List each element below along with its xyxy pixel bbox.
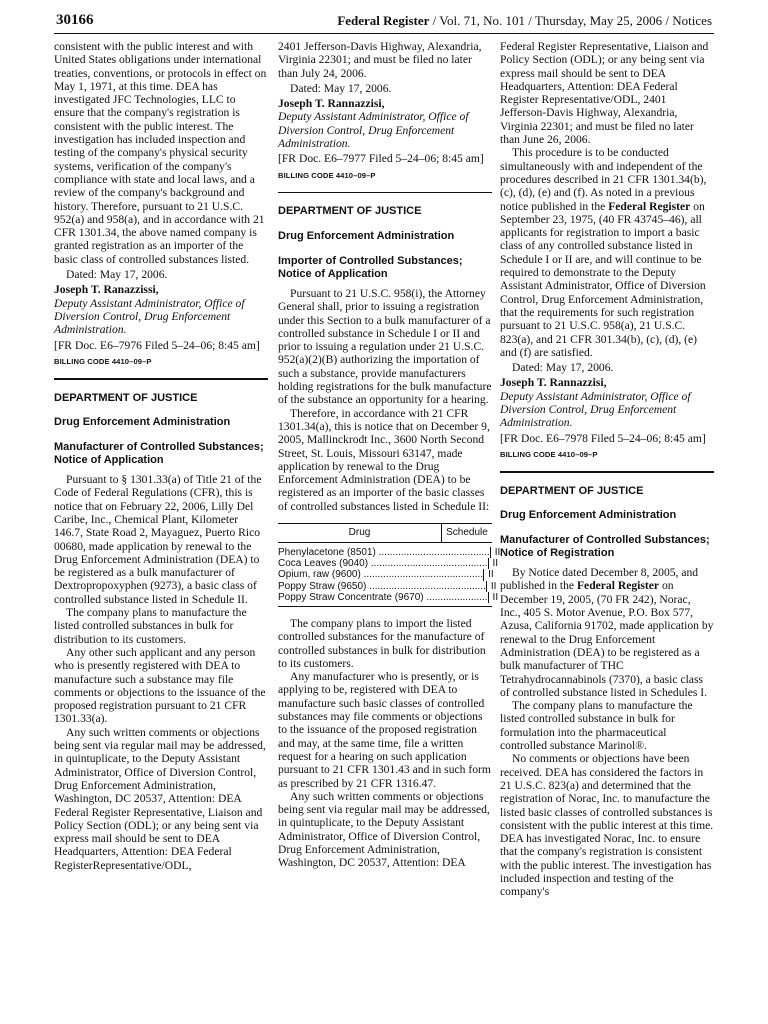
body-paragraph: Any manufacturer who is presently, or is applying to be, registered with DEA to manufacture such basic classes of controlled substances may file comments or objections to the issuance of the proposed registration and may, at the same time, file a written request for a hearing on such application pursuant to 21 CFR 1301.43 and in such form as prescribed by 21 CFR 1316.47. bbox=[278, 670, 491, 790]
fr-doc-line: [FR Doc. E6–7976 Filed 5–24–06; 8:45 am] bbox=[54, 338, 260, 352]
body-paragraph: Any such written comments or objections being sent via regular mail may be addressed, in quintuplicate, to the Deputy Assistant Administrator, Office of Diversion Control, Drug Enforcement Administration, Washington, DC 20537, Attention: DEA Federal Register Representative, Liaison and Policy Section (ODL); or any being sent via express mail should be sent to DEA Headquarters, Attention: DEA Federal RegisterRepresentative/ODL, bbox=[54, 725, 266, 872]
department-heading: DEPARTMENT OF JUSTICE bbox=[54, 391, 198, 404]
signer-name: Joseph T. Ranazzissi, bbox=[54, 283, 159, 297]
department-heading: DEPARTMENT OF JUSTICE bbox=[278, 205, 422, 218]
body-paragraph: No comments or objections have been received. DEA has considered the factors in 21 U.S.C. 823(a) and determined that the registration of Norac, Inc. to manufacture the listed basic classes of controlled substances is consistent with the public interest at this time. DEA has investigated Norac, Inc. to ensure that the company's registration is consistent with the public interest. The investigation has included inspection and testing of the company's bbox=[500, 752, 714, 899]
drug-cell: Coca Leaves (9040) .......................................... bbox=[278, 558, 488, 570]
header-rule bbox=[54, 33, 714, 34]
body-paragraph bbox=[500, 566, 714, 699]
section-divider bbox=[500, 471, 714, 472]
agency-heading: Drug Enforcement Administration bbox=[500, 508, 677, 521]
dated-line: Dated: May 17, 2006. bbox=[512, 361, 614, 375]
subject-heading: Importer of Controlled Substances; Notice of Application bbox=[278, 254, 463, 280]
agency-heading: Drug Enforcement Administration bbox=[54, 415, 231, 428]
running-header bbox=[56, 10, 712, 32]
publication-line bbox=[337, 13, 712, 29]
agency-heading: Drug Enforcement Administration bbox=[278, 229, 455, 242]
body-paragraph: The company plans to manufacture the listed controlled substance in bulk for formulation into the pharmaceutical controlled substance Marinol®. bbox=[500, 699, 693, 753]
schedule-cell: II bbox=[488, 569, 494, 581]
text-run: By Notice dated December 8, 2005, and published in the bbox=[500, 566, 699, 593]
signer-name: Joseph T. Rannazzisi, bbox=[500, 376, 607, 390]
dated-line: Dated: May 17, 2006. bbox=[290, 81, 392, 95]
signer-title: Deputy Assistant Administrator, Office of Diversion Control, Drug Enforcement Administration. bbox=[278, 110, 469, 151]
billing-code: BILLING CODE 4410–09–P bbox=[500, 449, 598, 459]
dated-line: Dated: May 17, 2006. bbox=[66, 268, 168, 282]
fr-doc-line: [FR Doc. E6–7977 Filed 5–24–06; 8:45 am] bbox=[278, 152, 484, 166]
text-run: This procedure is to be conducted simultaneously with and independent of the procedures described in 21 CFR 1301.34(b), (c), (d), (e) and (f). As noted in a previous notice published in the bbox=[500, 146, 707, 213]
table-header bbox=[278, 524, 492, 543]
signer-title: Deputy Assistant Administrator, Office of Diversion Control, Drug Enforcement Administration. bbox=[54, 296, 245, 337]
continued-paragraph: 2401 Jefferson-Davis Highway, Alexandria, Virginia 22301; and must be filed no later than July 24, 2006. bbox=[278, 40, 482, 80]
continued-paragraph: Federal Register Representative, Liaison and Policy Section (ODL); or any being sent via express mail should be sent to DEA Headquarters, Attention: DEA Federal Register Representative/ODL, 2401 Jefferson-Davis Highway, Alexandria, Virginia 22301; and must be filed no later than June 26, 2006. bbox=[500, 40, 709, 147]
schedule-cell: II bbox=[492, 558, 499, 570]
section-divider bbox=[54, 378, 268, 379]
signer-name: Joseph T. Rannazzisi, bbox=[278, 97, 385, 111]
schedule-cell: II bbox=[490, 580, 497, 592]
drug-cell: Poppy Straw Concentrate (9670) ...................... bbox=[278, 591, 488, 603]
issue-info: / Vol. 71, No. 101 / Thursday, May 25, 2006 / Notices bbox=[429, 13, 712, 28]
body-paragraph: Pursuant to 21 U.S.C. 958(i), the Attorney General shall, prior to issuing a registration under this Section to a bulk manufacturer of a controlled substance in Schedule I or II and prior to issuing a regulation under 21 U.S.C. 952(a)(2)(B) authorizing the importation of such a substance, provide manufacturers holding registrations for the bulk manufacture of the substance an opportunity for a hearing. bbox=[278, 286, 492, 407]
text-run: on September 23, 1975, (40 FR 43745–46), all applicants for registration to import a basic class of any controlled substance listed in Schedule I or II are, and will continue to be required to demonstrate to the Deputy Assistant Administrator, Office of Diversion Control, Drug Enforcement Administration, that the requirements for such registration pursuant to 21 U.S.C. 958(a), 21 U.S.C. 823(a), and 21 CFR 301.34(b), (c), (d), (e) and (f) are satisfied. bbox=[500, 199, 706, 359]
column-3 bbox=[500, 40, 714, 899]
billing-code: BILLING CODE 4410–09–P bbox=[54, 356, 152, 366]
table-row bbox=[278, 569, 492, 580]
schedule-column-header: Schedule bbox=[446, 527, 488, 539]
table-row bbox=[278, 547, 501, 558]
body-paragraph bbox=[500, 146, 714, 359]
section-divider bbox=[278, 192, 492, 193]
schedule-cell: II bbox=[492, 591, 499, 603]
subject-heading: Manufacturer of Controlled Substances; Notice of Application bbox=[54, 441, 264, 467]
continued-paragraph: consistent with the public interest and with United States obligations under international treaties, conventions, or protocols in effect on May 1, 1971, at this time. DEA has investigated JFC Technologies, LLC to ensure that the company's registration is consistent with the public interest. The investigation has included inspection and testing of the company's physical security systems, verification of the company's compliance with state and local laws, and a review of the company's background and history. Therefore, pursuant to 21 U.S.C. 952(a) and 958(a), and in accordance with 21 CFR 1301.34, the above named company is granted registration as an importer of the basic class of controlled substances listed. bbox=[54, 40, 267, 266]
page-number: 30166 bbox=[56, 12, 94, 28]
federal-register-ref: Federal Register bbox=[608, 199, 691, 213]
text-run: on December 19, 2005, (70 FR 242), Norac, Inc., 405 S. Motor Avenue, P.O. Box 577, Azusa, California 91702, made application by renewal to the Drug Enforcement Administration (DEA) to be registered as a bulk manufacturer of THC Tetrahydrocannabinols (7370), a basic class of controlled substance listed in Schedules I. bbox=[500, 579, 714, 699]
drug-cell: Phenylacetone (8501) ........................................ bbox=[278, 547, 490, 558]
signer-title: Deputy Assistant Administrator, Office of Diversion Control, Drug Enforcement Administration. bbox=[500, 389, 691, 430]
column-2 bbox=[278, 40, 501, 870]
table-row bbox=[278, 558, 499, 570]
body-paragraph: Therefore, in accordance with 21 CFR 1301.34(a), this is notice that on December 9, 2005, Mallinckrodt Inc., 3600 North Second Street, St. Louis, Missouri 63147, made application by renewal to the Drug Enforcement Administration (DEA) to be registered as an importer of the basic classes of controlled substances listed in Schedule II: bbox=[278, 406, 490, 513]
table-row bbox=[278, 580, 497, 592]
drug-column-header: Drug bbox=[278, 524, 442, 542]
fr-doc-line: [FR Doc. E6–7978 Filed 5–24–06; 8:45 am] bbox=[500, 431, 706, 445]
federal-register-ref: Federal Register bbox=[576, 579, 660, 593]
drug-cell: Poppy Straw (9650) .......................................... bbox=[278, 580, 486, 592]
table-body bbox=[278, 543, 501, 606]
drug-schedule-table bbox=[278, 523, 501, 607]
billing-code: BILLING CODE 4410–09–P bbox=[278, 170, 376, 180]
body-paragraph: Any other such applicant and any person who is presently registered with DEA to manufacture such a substance may file comments or objections to the issuance of the proposed registration pursuant to 21 CFR 1301.33(a). bbox=[54, 645, 266, 726]
body-paragraph: The company plans to import the listed controlled substances for the manufacture of controlled substances in bulk for distribution to its customers. bbox=[278, 616, 486, 670]
body-paragraph: Pursuant to § 1301.33(a) of Title 21 of the Code of Federal Regulations (CFR), this is notice that on February 22, 2006, Lilly Del Caribe, Inc., Chemical Plant, Kilometer 146.7, State Road 2, Mayaguez, Puerto Rico 00680, made application by renewal to the Drug Enforcement Administration (DEA) to be registered as a bulk manufacturer of Dextropropoxyphen (9273), a basic class of controlled substance listed in Schedule II. bbox=[54, 473, 262, 606]
subject-heading: Manufacturer of Controlled Substances; Notice of Registration bbox=[500, 534, 710, 560]
table-row bbox=[278, 591, 499, 603]
department-heading: DEPARTMENT OF JUSTICE bbox=[500, 484, 644, 497]
body-paragraph: Any such written comments or objections being sent via regular mail may be addressed, in quintuplicate, to the Deputy Assistant Administrator, Office of Diversion Control, Drug Enforcement Administration, Washington, DC 20537, Attention: DEA bbox=[278, 789, 490, 870]
schedule-cell: II bbox=[494, 547, 501, 558]
drug-cell: Opium, raw (9600) ........................................... bbox=[278, 569, 484, 581]
body-paragraph: The company plans to manufacture the listed controlled substances in bulk for distribution to its customers. bbox=[54, 606, 247, 646]
publication-name: Federal Register bbox=[337, 13, 430, 28]
column-1 bbox=[54, 40, 268, 872]
